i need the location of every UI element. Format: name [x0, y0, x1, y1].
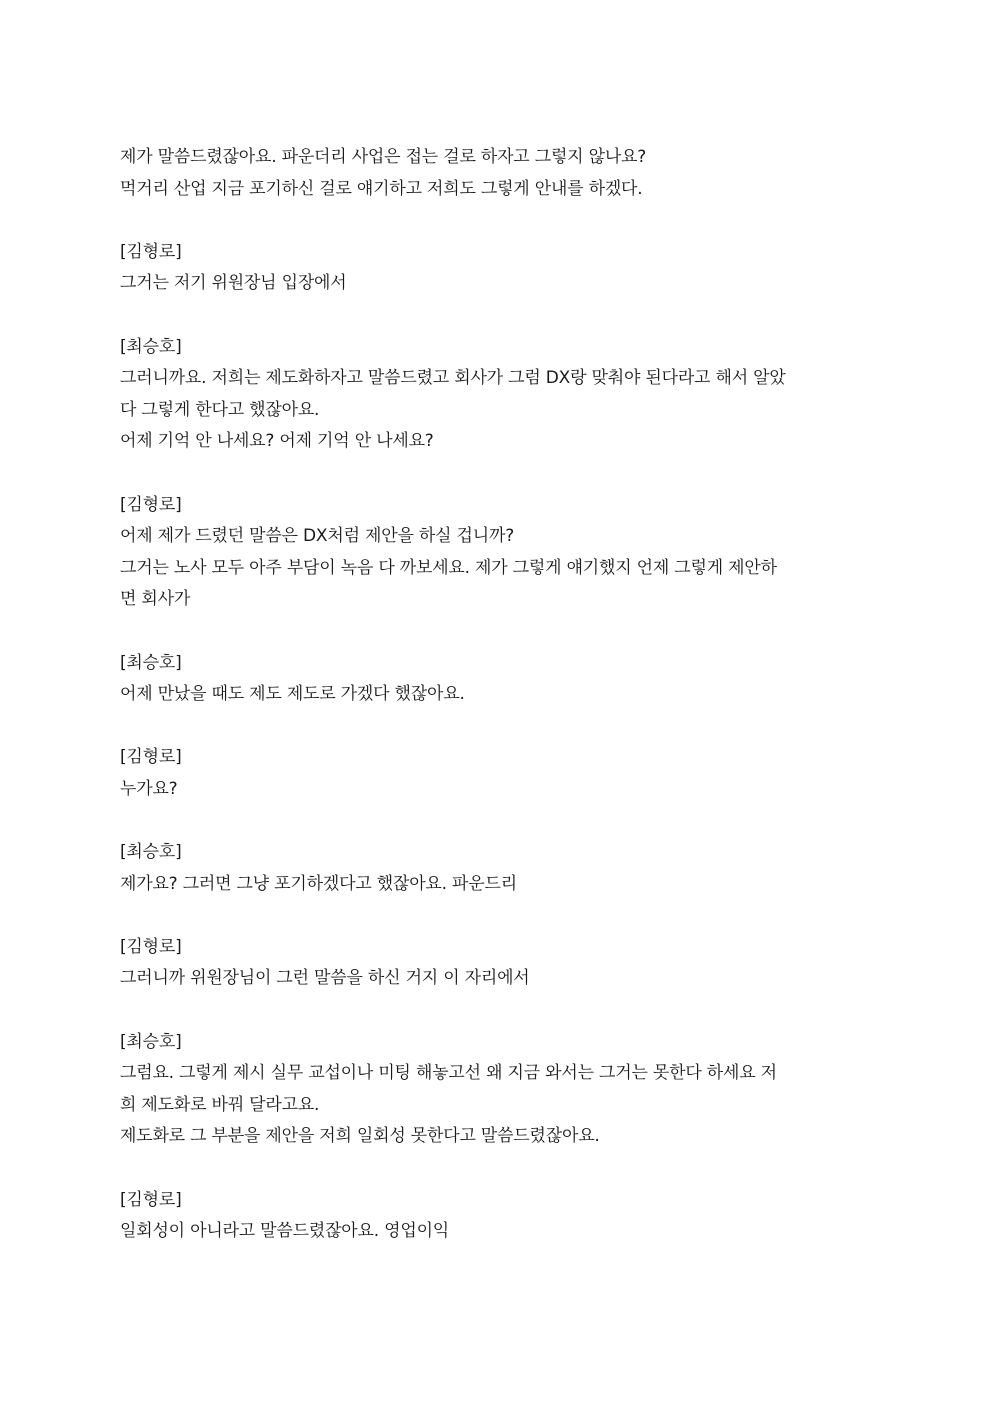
speaker-label: [최승호]	[120, 842, 182, 863]
utterance-line: 일회성이 아니라고 말씀드렸잖아요. 영업이익	[120, 1221, 450, 1242]
utterance-line: 어제 만났을 때도 제도 제도로 가겠다 했잖아요.	[120, 684, 465, 705]
transcript-block	[120, 932, 880, 995]
utterance-line: 그러니까요. 저희는 제도화하자고 말씀드렸고 회사가 그럼 DX랑 맞춰야 된다라고 해서 알았	[120, 368, 786, 389]
speaker-label: [김형로]	[120, 241, 182, 262]
utterance-line: 그러니까 위원장님이 그런 말씀을 하신 거지 이 자리에서	[120, 968, 530, 989]
utterance-line: 그거는 저기 위원장님 입장에서	[120, 273, 347, 294]
utterance-line: 면 회사가	[120, 589, 191, 610]
utterance-line: 제도화로 그 부분을 제안을 저희 일회성 못한다고 말씀드렸잖아요.	[120, 1126, 600, 1147]
utterance-line: 먹거리 산업 지금 포기하신 걸로 얘기하고 저희도 그렇게 안내를 하겠다.	[120, 178, 643, 199]
transcript	[120, 142, 880, 1279]
speaker-label: [최승호]	[120, 336, 182, 357]
utterance-line: 제가 말씀드렸잖아요. 파운더리 사업은 접는 걸로 하자고 그렇지 않나요?	[120, 147, 647, 167]
speaker-label: [최승호]	[120, 652, 182, 673]
utterance-line: 누가요?	[120, 778, 178, 799]
transcript-block	[120, 490, 880, 616]
transcript-block	[120, 837, 880, 900]
speaker-label: [김형로]	[120, 1189, 182, 1210]
transcript-block	[120, 1185, 880, 1248]
utterance-line: 어제 제가 드렸던 말씀은 DX처럼 제안을 하실 겁니까?	[120, 526, 515, 547]
speaker-label: [김형로]	[120, 936, 182, 957]
utterance-line: 희 제도화로 바꿔 달라고요.	[120, 1094, 320, 1115]
transcript-block	[120, 742, 880, 805]
speaker-label: [최승호]	[120, 1031, 182, 1052]
transcript-block	[120, 332, 880, 458]
transcript-block	[120, 237, 880, 300]
transcript-block	[120, 142, 880, 205]
utterance-line: 어제 기억 안 나세요? 어제 기억 안 나세요?	[120, 431, 434, 452]
speaker-label: [김형로]	[120, 747, 182, 768]
transcript-block	[120, 648, 880, 711]
speaker-label: [김형로]	[120, 494, 182, 515]
utterance-line: 다 그렇게 한다고 했잖아요.	[120, 399, 320, 420]
utterance-line: 그럼요. 그렇게 제시 실무 교섭이나 미팅 해놓고선 왜 지금 와서는 그거는 못한다 하세요 저	[120, 1063, 777, 1084]
transcript-block	[120, 1027, 880, 1153]
utterance-line: 그거는 노사 모두 아주 부담이 녹음 다 까보세요. 제가 그렇게 얘기했지 언제 그렇게 제안하	[120, 557, 777, 578]
utterance-line: 제가요? 그러면 그냥 포기하겠다고 했잖아요. 파운드리	[120, 873, 517, 894]
